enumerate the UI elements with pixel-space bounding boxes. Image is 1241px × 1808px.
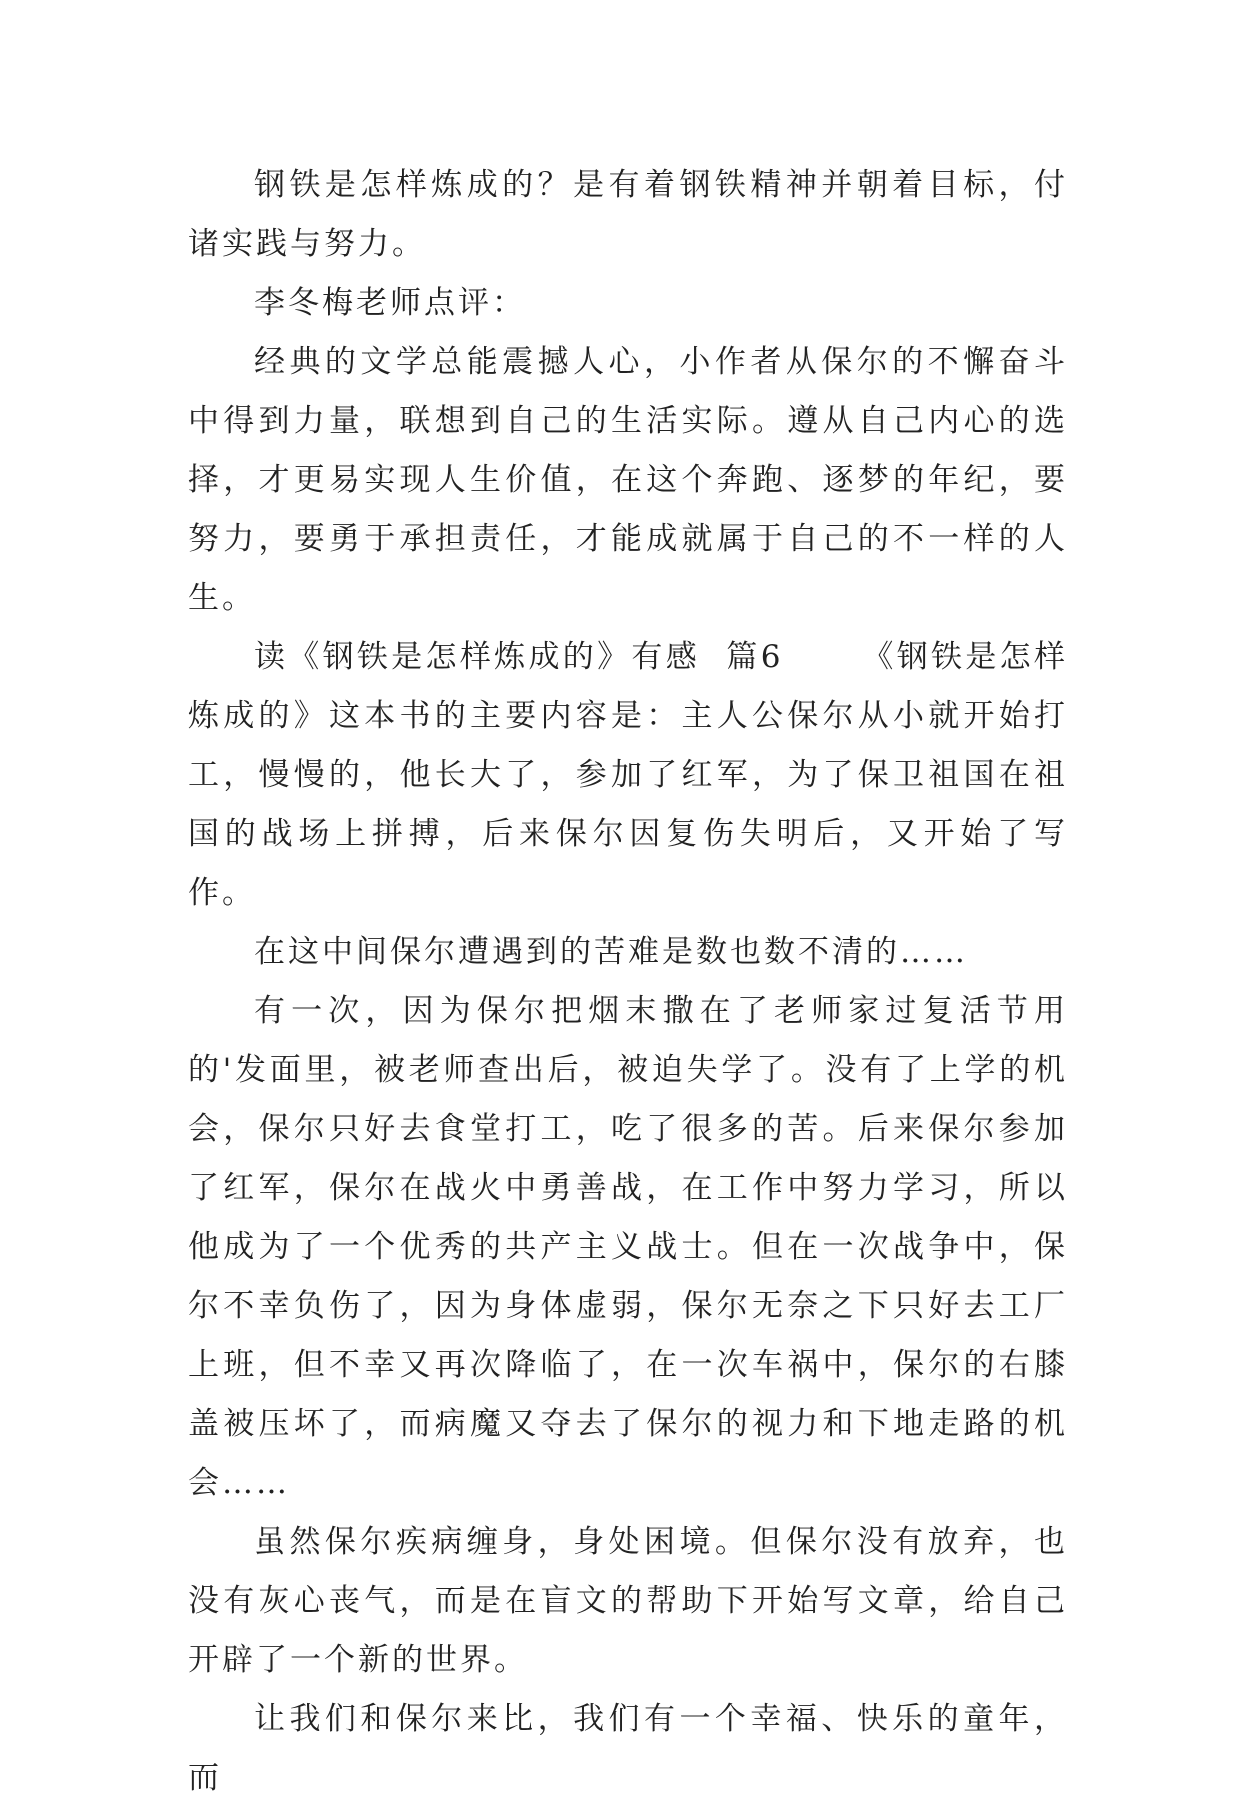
- paragraph-teacher-comment: 经典的文学总能震撼人心，小作者从保尔的不懈奋斗中得到力量，联想到自己的生活实际。遵从自己内心的选择，才更易实现人生价值，在这个奔跑、逐梦的年纪，要努力，要勇于承担责任，才能成就属于自己的不一样的人生。: [188, 344, 1068, 616]
- document-body: [188, 156, 1068, 1808]
- paragraph-story: 有一次，因为保尔把烟末撒在了老师家过复活节用的'发面里，被老师查出后，被迫失学了。没有了上学的机会，保尔只好去食堂打工，吃了很多的苦。后来保尔参加了红军，保尔在战火中勇善战，在工作中努力学习，所以他成为了一个优秀的共产主义战士。但在一次战争中，保尔不幸负伤了，因为身体虚弱，保尔无奈之下只好去工厂上班，但不幸又再次降临了，在一次车祸中，保尔的右膝盖被压坏了，而病魔又夺去了保尔的视力和下地走路的机会……: [188, 993, 1068, 1501]
- paragraph-teacher-comment-label: 李冬梅老师点评：: [254, 285, 526, 321]
- paragraph-conclusion: 钢铁是怎样炼成的？是有着钢铁精神并朝着目标，付诸实践与努力。: [188, 167, 1068, 262]
- paragraph-essay-6-intro: 读《钢铁是怎样炼成的》有感 篇6 《钢铁是怎样炼成的》这本书的主要内容是：主人公保尔从小就开始打工，慢慢的，他长大了，参加了红军，为了保卫祖国在祖国的战场上拼搏，后来保尔因复伤失明后，又开始了写作。: [188, 639, 1068, 911]
- paragraph-perseverance: 虽然保尔疾病缠身，身处困境。但保尔没有放弃，也没有灰心丧气，而是在盲文的帮助下开始写文章，给自己开辟了一个新的世界。: [188, 1524, 1068, 1678]
- paragraph-comparison: 让我们和保尔来比，我们有一个幸福、快乐的童年，而: [188, 1701, 1068, 1796]
- paragraph-hardships: 在这中间保尔遭遇到的苦难是数也数不清的……: [254, 934, 968, 970]
